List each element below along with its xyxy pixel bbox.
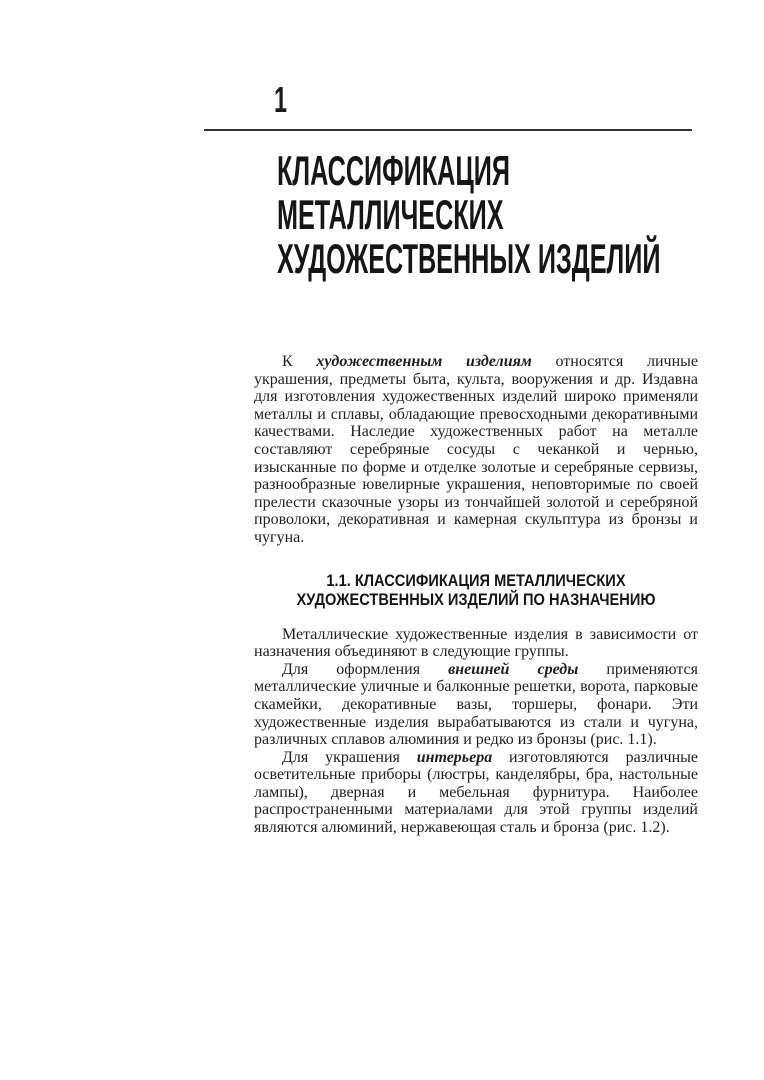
- text-run: интерьера: [416, 748, 493, 766]
- text-run: К: [282, 353, 317, 370]
- chapter-title-line: ХУДОЖЕСТВЕННЫХ ИЗДЕЛИЙ: [277, 235, 661, 282]
- chapter-title-line: КЛАССИФИКАЦИЯ: [277, 147, 510, 194]
- text-run: внешней среды: [448, 660, 579, 678]
- section-heading-line: ХУДОЖЕСТВЕННЫХ ИЗДЕЛИЙ ПО НАЗНАЧЕНИЮ: [296, 589, 656, 609]
- text-run: Металлические художественные изделия в зависимости от назначения объединяют в следующие группы.: [254, 625, 698, 661]
- text-run: Для оформления: [282, 660, 449, 678]
- paragraph-outdoor: [254, 661, 698, 749]
- text-run: художественным изделиям: [316, 353, 532, 370]
- chapter-title: [277, 149, 660, 281]
- text-run: Для украшения: [282, 748, 417, 766]
- paragraph-groups: [254, 626, 698, 661]
- chapter-rule-divider: [204, 129, 692, 131]
- text-column: [254, 353, 698, 837]
- text-run: относятся личные украшения, предметы быта, культа, вооружения и др. Издавна для изготовления художественных изделий широко применяли металлы и сплавы, обладающие превосходными декоративными качествами. Наследие художественных работ на металле составляют серебряные сосуды с чеканкой и чернью, изысканные по форме и отделке золотые и серебряные сервизы, разнообразные ювелирные украшения, неповторимые по своей прелести сказочные узоры из тончайшей золотой и серебряной проволоки, декоративная и камерная скульптура из бронзы и чугуна.: [254, 353, 699, 546]
- section-heading-line: 1.1. КЛАССИФИКАЦИЯ МЕТАЛЛИЧЕСКИХ: [326, 570, 626, 590]
- chapter-number: 1: [274, 79, 288, 120]
- chapter-title-line: МЕТАЛЛИЧЕСКИХ: [277, 191, 504, 238]
- section-heading: [285, 571, 667, 609]
- paragraph-interior: [254, 749, 698, 837]
- paragraph-intro: [254, 353, 698, 547]
- text-run: применяются металлические уличные и балконные решетки, ворота, парковые скамейки, декоративные вазы, торшеры, фонари. Эти художественные изделия вырабатываются из стали и чугуна, различных сплавов алюминия и редко из бронзы (рис. 1.1).: [254, 660, 698, 749]
- text-run: изготовляются различные осветительные приборы (люстры, канделябры, бра, настольные лампы), дверная и мебельная фурнитура. Наиболее распространенными материалами для этой группы изделий являются алюминий, нержавеющая сталь и бронза (рис. 1.2).: [254, 748, 698, 837]
